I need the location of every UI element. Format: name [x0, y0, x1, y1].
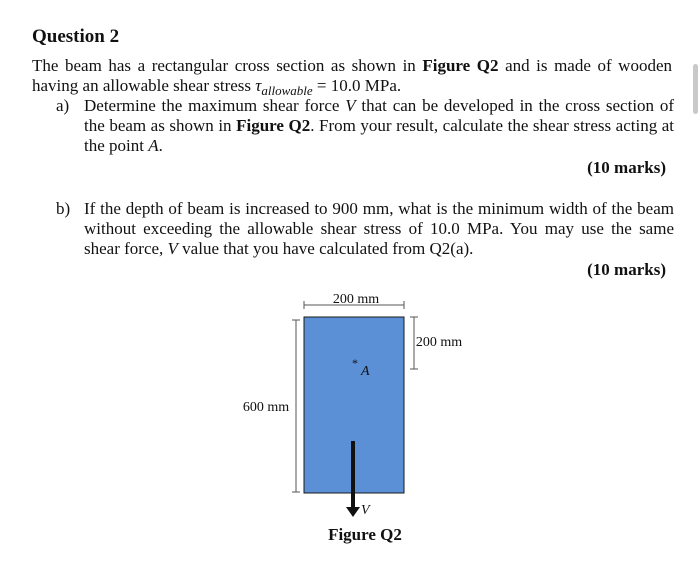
part-a-text-2: that can be developed in the cross section of the beam as shown in	[84, 96, 675, 135]
part-a-text-1: Determine the maximum shear force	[84, 96, 346, 115]
var-v: V	[345, 96, 356, 115]
var-v-b: V	[167, 239, 178, 258]
width-label: 200 mm	[332, 292, 380, 307]
part-a-text-4: .	[158, 136, 163, 155]
part-a-text-3: . From your result, calculate the shear stress acting at the point	[84, 116, 675, 155]
part-b-text-2: value that you have calculated from Q2(a).	[177, 239, 474, 258]
part-b-text-1: If the depth of beam is increased to 900 mm, what is the minimum width of the beam without exceeding the allowable shear stress of 10.0 MPa. You may use the same shear force,	[84, 199, 674, 258]
offset-label: 200 mm	[415, 335, 463, 350]
part-a-marks: (10 marks)	[587, 158, 666, 177]
shear-force-arrow-head	[346, 507, 360, 517]
tau-symbol: τ	[255, 76, 262, 95]
var-a: A	[148, 136, 159, 155]
point-a-marker: *	[352, 356, 358, 370]
part-b-letter: b)	[56, 199, 71, 218]
tau-subscript: allowable	[261, 83, 313, 99]
point-a-label: A	[361, 364, 370, 379]
shear-force-label: V	[361, 503, 370, 518]
part-a-letter: a)	[56, 96, 70, 115]
intro-text-2: and is made of wooden having an allowable shear stress	[32, 56, 672, 95]
part-a-figure-ref: Figure Q2	[236, 116, 311, 135]
question-title: Question 2	[32, 26, 120, 47]
shear-force-arrow-shaft	[351, 441, 355, 509]
depth-label: 600 mm	[242, 400, 290, 415]
part-b-marks: (10 marks)	[587, 260, 666, 279]
intro-figure-ref: Figure Q2	[422, 56, 499, 75]
intro-text-3: = 10.0 MPa.	[312, 76, 402, 95]
figure-caption: Figure Q2	[328, 525, 402, 544]
intro-text-1: The beam has a rectangular cross section as shown in	[32, 56, 423, 75]
